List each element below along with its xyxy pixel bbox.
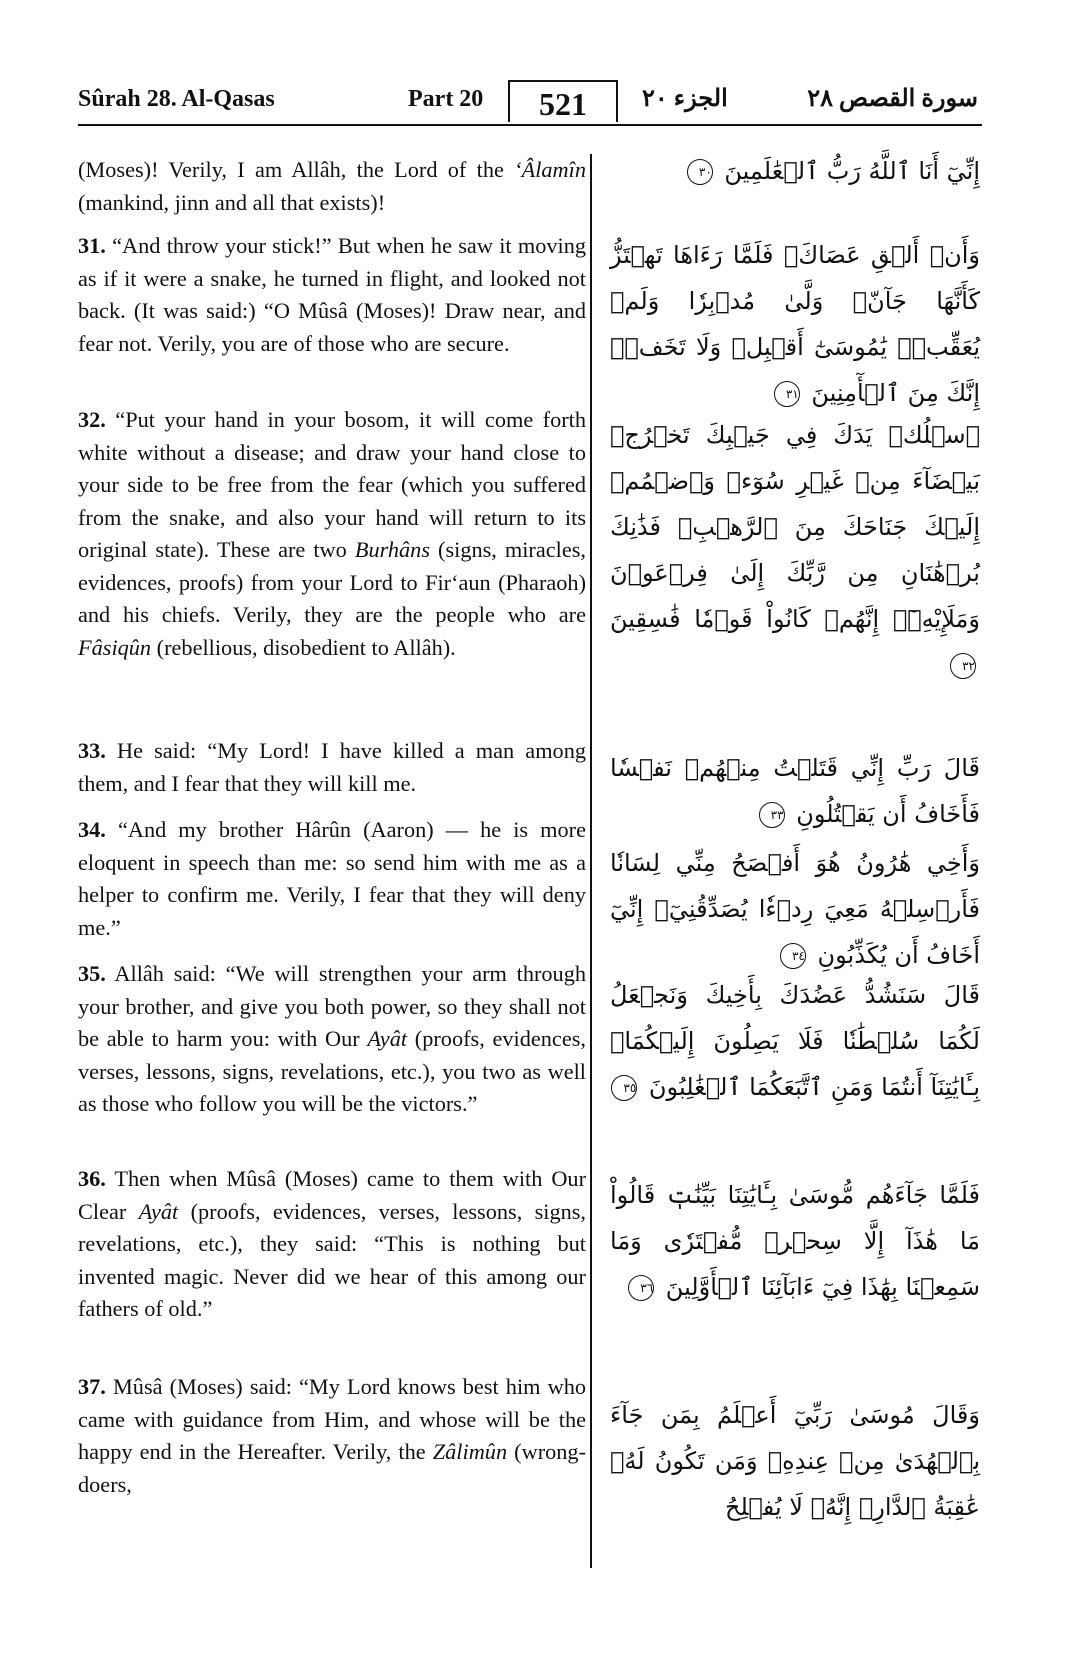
translation-text: Then when Mûsâ (Moses) came to them with Our Clear	[78, 1166, 586, 1224]
translation-block-33	[78, 735, 586, 800]
translation-text: (proofs, evidences, verses, lessons, signs, revelations, etc.), they said: “This is nothing but invented magic. Never did we hear of this among our fathers of old.”	[78, 1198, 587, 1321]
verse-number: 34.	[78, 817, 106, 842]
arabic-verse-text	[610, 1392, 980, 1530]
arabic-verse-text	[610, 232, 980, 416]
italic-term: Ayât	[367, 1026, 408, 1051]
part-label-english: Part 20	[408, 86, 484, 112]
arabic-text: فَلَمَّا جَآءَهُم مُّوسَىٰ بِـَٔايَٰتِنَا بَيِّنَٰتٖ قَالُواْ مَا هَٰذَآ إِلَّا سِحۡرٞ مُّفۡتَرٗى وَمَا سَمِعۡنَا بِهَٰذَا فِيٓ ءَابَآئِنَا ٱلۡأَوَّلِينَ	[610, 1181, 980, 1301]
translation-paragraph	[78, 814, 586, 944]
verse-number: 33.	[78, 738, 106, 763]
ayah-end-marker: ٣٣	[759, 802, 785, 828]
translation-paragraph	[78, 230, 586, 360]
arabic-text: إِنِّيٓ أَنَا ٱللَّهُ رَبُّ ٱلۡعَٰلَمِينَ	[724, 157, 980, 185]
translation-text: Mûsâ (Moses) said: “My Lord knows best him who came with guidance from Him, and whose will be the happy end in the Hereafter. Verily, the	[78, 1374, 586, 1464]
part-label-arabic: الجزء ٢٠	[642, 86, 728, 112]
translation-text: (wrong-doers,	[78, 1439, 586, 1497]
translation-text: (signs, miracles, evidences, proofs) from your Lord to Fir‘aun (Pharaoh) and his chiefs. Verily, they are the people who are	[78, 537, 586, 627]
ayah-end-marker: ٣٠	[687, 159, 713, 185]
verse-number: 36.	[78, 1166, 106, 1191]
translation-paragraph	[78, 404, 586, 664]
translation-text: Allâh said: “We will strengthen your arm through your brother, and give you both power, so they shall not be able to harm you: with Our	[78, 961, 586, 1051]
arabic-verse-31	[610, 232, 980, 416]
arabic-text: ٱسۡلُكۡ يَدَكَ فِي جَيۡبِكَ تَخۡرُجۡ بَيۡضَآءَ مِنۡ غَيۡرِ سُوٓءٖ وَٱضۡمُمۡ إِلَيۡكَ جَنَاحَكَ مِنَ ٱلرَّهۡبِۖ فَذَٰنِكَ بُرۡهَٰنَانِ مِن رَّبِّكَ إِلَىٰ فِرۡعَوۡنَ وَمَلَإِيْهِۦٓۚ إِنَّهُمۡ كَانُواْ قَوۡمٗا فَٰسِقِينَ	[610, 421, 980, 633]
translation-text: “And my brother Hârûn (Aaron) — he is more eloquent in speech than me: so send him with me as a helper to confirm me. Verily, I fear that they will deny me.”	[78, 817, 586, 940]
translation-text: “And throw your stick!” But when he saw it moving as if it were a snake, he turned in flight, and looked not back. (It was said:) “O Mûsâ (Moses)! Draw near, and fear not. Verily, you are of those who are secure.	[78, 233, 586, 356]
verse-number: 37.	[78, 1374, 106, 1399]
translation-block-30	[78, 154, 586, 219]
arabic-text: وَأَنۡ أَلۡقِ عَصَاكَۚ فَلَمَّا رَءَاهَا تَهۡتَزُّ كَأَنَّهَا جَآنّٞ وَلَّىٰ مُدۡبِرٗا وَلَمۡ يُعَقِّبۡۚ يَٰمُوسَىٰٓ أَقۡبِلۡ وَلَا تَخَفۡۖ إِنَّكَ مِنَ ٱلۡأٓمِنِينَ	[610, 241, 980, 407]
translation-text: “Put your hand in your bosom, it will come forth white without a disease; and draw your hand close to your side to be free from the fear (which you suffered from the snake, and also your hand will return to its original state). These are two	[78, 407, 586, 562]
translation-text: (proofs, evidences, verses, lessons, signs, revelations, etc.), you two as well as those who follow you will be the victors.”	[78, 1026, 586, 1116]
arabic-text: قَالَ رَبِّ إِنِّي قَتَلۡتُ مِنۡهُمۡ نَفۡسٗا فَأَخَافُ أَن يَقۡتُلُونِ	[610, 754, 980, 828]
italic-term: Ayât	[138, 1198, 179, 1224]
arabic-verse-37	[610, 1392, 980, 1530]
translation-paragraph	[78, 154, 586, 219]
translation-text: (rebellious, disobedient to Allâh).	[151, 634, 456, 660]
arabic-verse-text	[610, 840, 980, 978]
italic-term: ‘Âlamîn	[514, 157, 586, 182]
arabic-verse-text	[610, 745, 980, 837]
arabic-verse-36	[610, 1172, 980, 1310]
ayah-end-marker: ٣٢	[950, 653, 976, 679]
translation-text: (mankind, jinn and all that exists)!	[78, 189, 386, 215]
translation-paragraph	[78, 958, 586, 1121]
ayah-end-marker: ٣١	[774, 381, 800, 407]
translation-block-37	[78, 1371, 586, 1501]
arabic-verse-32	[610, 412, 980, 688]
header-divider	[78, 124, 982, 126]
ayah-end-marker: ٣٤	[780, 943, 806, 969]
arabic-text: وَأَخِي هَٰرُونُ هُوَ أَفۡصَحُ مِنِّي لِسَانٗا فَأَرۡسِلۡهُ مَعِيَ رِدۡءٗا يُصَدِّقُنِيٓۖ إِنِّيٓ أَخَافُ أَن يُكَذِّبُونِ	[610, 849, 980, 969]
page-header	[78, 80, 978, 124]
verse-number: 32.	[78, 407, 106, 432]
translation-block-34	[78, 814, 586, 944]
verse-number: 35.	[78, 961, 106, 986]
italic-term: Zâlimûn	[432, 1439, 508, 1464]
arabic-verse-text	[610, 1172, 980, 1310]
arabic-verse-33	[610, 745, 980, 837]
page-number: 521	[508, 80, 618, 122]
arabic-text: قَالَ سَنَشُدُّ عَضُدَكَ بِأَخِيكَ وَنَجۡعَلُ لَكُمَا سُلۡطَٰنٗا فَلَا يَصِلُونَ إِلَيۡكُمَاۚ بِـَٔايَٰتِنَآ أَنتُمَا وَمَنِ ٱتَّبَعَكُمَا ٱلۡغَٰلِبُونَ	[610, 981, 980, 1101]
ayah-end-marker: ٣٥	[611, 1075, 637, 1101]
translation-text: (Moses)! Verily, I am Allâh, the Lord of the	[78, 157, 515, 182]
ayah-end-marker: ٣٦	[628, 1275, 654, 1301]
translation-paragraph	[78, 1163, 586, 1326]
arabic-verse-30	[610, 148, 980, 194]
translation-paragraph	[78, 735, 586, 800]
arabic-verse-text	[610, 972, 980, 1110]
translation-block-36	[78, 1163, 586, 1326]
surah-title-arabic: سورة القصص ٢٨	[807, 86, 978, 112]
arabic-text: وَقَالَ مُوسَىٰ رَبِّيٓ أَعۡلَمُ بِمَن جَآءَ بِٱلۡهُدَىٰ مِنۡ عِندِهِۦ وَمَن تَكُونُ لَهُۥ عَٰقِبَةُ ٱلدَّارِۚ إِنَّهُۥ لَا يُفۡلِحُ	[610, 1401, 980, 1521]
arabic-verse-35	[610, 972, 980, 1110]
column-divider	[590, 154, 592, 1568]
italic-term: Burhâns	[354, 537, 430, 562]
arabic-verse-text	[610, 412, 980, 688]
translation-block-31	[78, 230, 586, 360]
translation-paragraph	[78, 1371, 586, 1501]
translation-block-35	[78, 958, 586, 1121]
arabic-verse-text	[610, 148, 980, 194]
surah-title-english: Sûrah 28. Al-Qasas	[78, 86, 275, 112]
arabic-verse-34	[610, 840, 980, 978]
verse-number: 31.	[78, 233, 106, 258]
translation-block-32	[78, 404, 586, 664]
translation-text: He said: “My Lord! I have killed a man among them, and I fear that they will kill me.	[78, 738, 586, 796]
italic-term: Fâsiqûn	[78, 634, 152, 660]
